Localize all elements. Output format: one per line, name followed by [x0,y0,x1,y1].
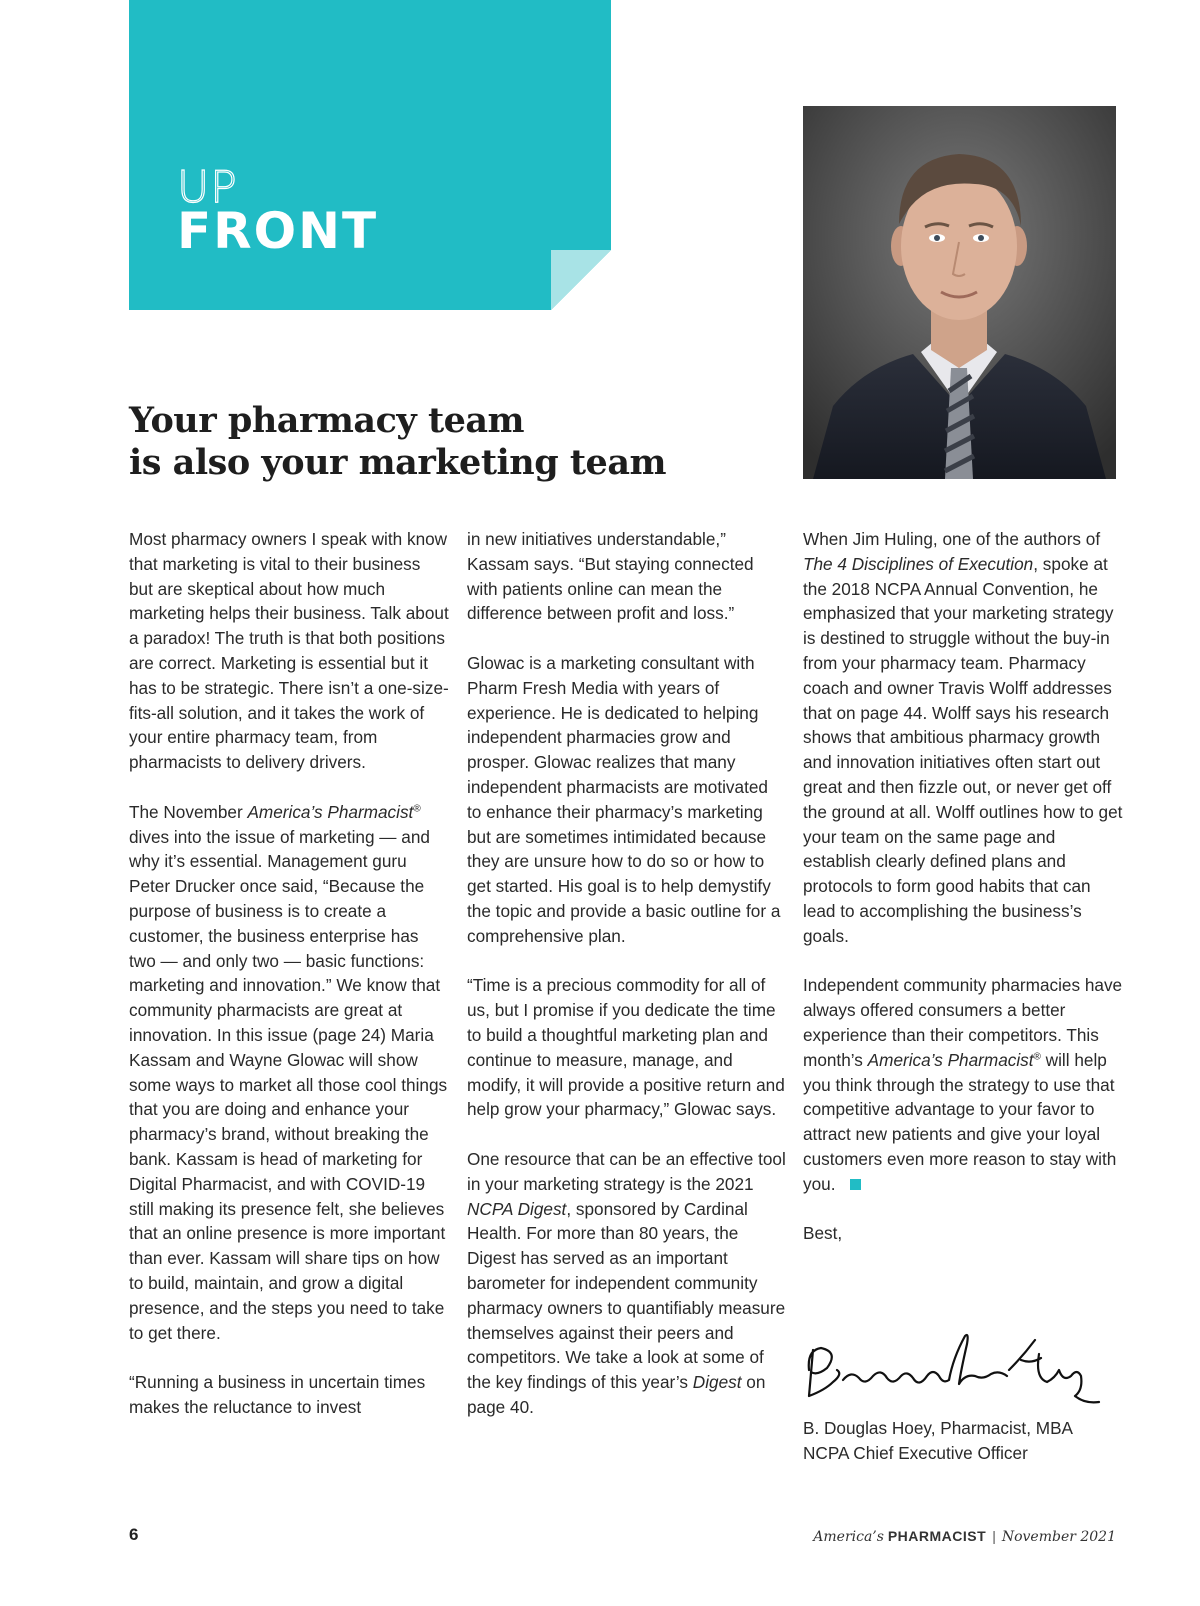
paragraph: Glowac is a marketing consultant with Pharm Fresh Media with years of experience. He is dedicated to helping independent pharmacies grow and prosper. Glowac realizes that many independent pharmacists are motivated to enhance their pharmacy’s marketing but are sometimes intimidated because they are unsure how to do so or how to get started. His goal is to help demystify the topic and provide a basic outline for a comprehensive plan. [467,652,781,946]
paragraph [129,800,449,1346]
page-number: 6 [129,1525,139,1544]
magazine-name-italic: America’s [813,1529,884,1545]
book-title: The 4 Disciplines of Execution [803,553,1034,574]
text-run: One resource that can be an effective tool in your marketing strategy is the 2021 [467,1148,786,1194]
headline-line-1: Your pharmacy team [129,400,525,441]
author-title: NCPA Chief Executive Officer [803,1442,1028,1463]
kicker-front: FRONT [177,202,379,260]
article-column-1 [129,527,449,1444]
text-run: will help you think through the strategy to use that competitive advantage to your favor to attract new patients and give your loyal customers even more reason to stay with you. [803,1049,1117,1194]
paragraph [467,1147,787,1420]
text-run: , spoke at the 2018 NCPA Annual Convention, he emphasized that your marketing strategy is destined to struggle without the buy-in from your pharmacy team. Pharmacy coach and owner Travis Wolff addresses that on page 44. Wolff says his research shows that ambitious pharmacy growth and innovation initiatives often start out great and then fizzle out, or never get off the ground at all. Wolff outlines how to get your team on the same page and establish clearly defined plans and protocols to form good habits that can lead to accomplishing the business’s goals. [803,553,1123,946]
issue-date: November 2021 [1001,1529,1116,1545]
magazine-name-bold: PHARMACIST [887,1528,987,1544]
registered-mark: ® [1033,1051,1041,1062]
footer-separator: | [992,1528,996,1544]
paragraph: “Running a business in uncertain times makes the reluctance to invest [129,1372,426,1417]
up-front-banner [129,0,611,310]
headline-line-2: is also your marketing team [129,442,667,483]
page-curl-decoration [551,250,611,310]
text-run: When Jim Huling, one of the authors of [803,529,1101,549]
portrait-image [803,106,1116,479]
running-footer [813,1528,1116,1545]
magazine-title: America’s Pharmacist [247,801,414,822]
section-kicker [177,162,379,260]
magazine-title: America’s Pharmacist [867,1049,1034,1070]
text-run: , sponsored by Cardinal Health. For more than 80 years, the Digest has served as an important barometer for independent community pharmacy owners to quantifiably measure themselves against their peers and competitors. We take a look at some of the key findings of this year’s [467,1198,786,1393]
text-run: The November [129,801,248,822]
author-portrait [803,106,1116,479]
kicker-up: UP [177,162,238,213]
text-run: on page 40. [467,1372,766,1417]
publication-title: Digest [692,1372,742,1393]
author-signoff [803,1416,1123,1466]
paragraph [803,527,1123,949]
closing: Best, [803,1223,843,1244]
author-name: B. Douglas Hoey, Pharmacist, MBA [803,1418,1074,1438]
publication-title: NCPA Digest [467,1198,567,1219]
registered-mark: ® [413,803,421,815]
end-of-article-mark [850,1179,861,1190]
text-run: Independent community pharmacies have always offered consumers a better experience than their competitors. This month’s [803,975,1123,1070]
paragraph: “Time is a precious commodity for all of us, but I promise if you dedicate the time to build a thoughtful marketing plan and continue to measure, manage, and modify, it will provide a positive return and help grow your pharmacy,” Glowac says. [467,975,785,1120]
article-column-2 [467,527,787,1444]
paragraph: in new initiatives understandable,” Kassam says. “But staying connected with patients online can mean the difference between profit and loss.” [467,529,754,624]
paragraph: Most pharmacy owners I speak with know that marketing is vital to their business but are skeptical about how much marketing helps their business. Talk about a paradox! The truth is that both positions are correct. Marketing is essential but it has to be strategic. There isn’t a one-size-fits-all solution, and it takes the work of your entire pharmacy team, from pharmacists to delivery drivers. [129,529,449,773]
paragraph [803,973,1123,1196]
text-run: dives into the issue of marketing — and why it’s essential. Management guru Peter Drucker once said, “Because the purpose of business is to create a customer, the business enterprise has two — and only two — basic functions: marketing and innovation.” We know that community pharmacists are great at innovation. In this issue (page 24) Maria Kassam and Wayne Glowac will show some ways to market all those cool things that you are doing and enhance your pharmacy’s brand, without breaking the bank. Kassam is head of marketing for Digital Pharmacist, and with COVID-19 still making its presence felt, she believes that an online presence is more important than ever. Kassam will share tips on how to build, maintain, and grow a digital presence, and the steps you need to take to get there. [129,826,448,1343]
article-headline [129,400,749,484]
signature-image [803,1330,1123,1410]
article-column-3 [803,527,1123,1271]
